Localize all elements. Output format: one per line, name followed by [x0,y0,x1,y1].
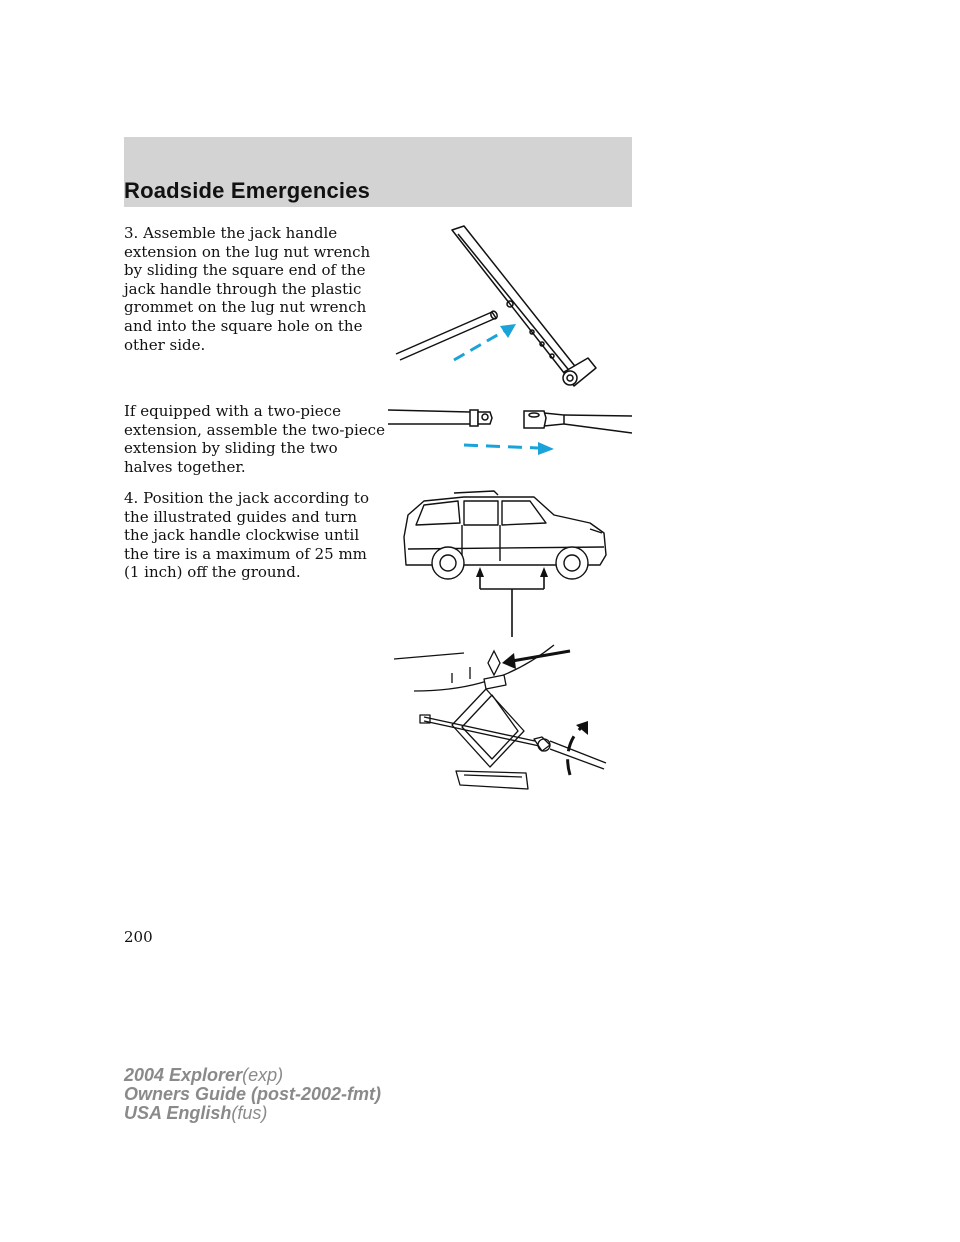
footer-model: 2004 Explorer [124,1065,243,1085]
footer-language-code: (fus) [231,1103,268,1123]
document-footer [124,1066,381,1123]
section-title: Roadside Emergencies [124,178,371,203]
page-number: 200 [124,928,153,946]
step-3-text: 3. Assemble the jack handle extension on the lug nut wrench by sliding the square end of the jack handle through the plastic grommet on the lug nut wrench and into the square hole on the other side. [124,224,371,354]
footer-guide: Owners Guide (post-2002-fmt) [124,1084,382,1104]
jack-position-illustration [394,485,632,805]
two-piece-extension-illustration [388,402,632,462]
two-piece-extension-text: If equipped with a two-piece extension, assemble the two-piece extension by sliding the two halves together. [124,402,385,476]
footer-model-code: (exp) [242,1065,284,1085]
wrench-extension-illustration [392,220,632,395]
step-4-text: 4. Position the jack according to the illustrated guides and turn the jack handle clockwise until the tire is a maximum of 25 mm (1 inch) off the ground. [124,489,369,582]
footer-language: USA English [124,1103,232,1123]
